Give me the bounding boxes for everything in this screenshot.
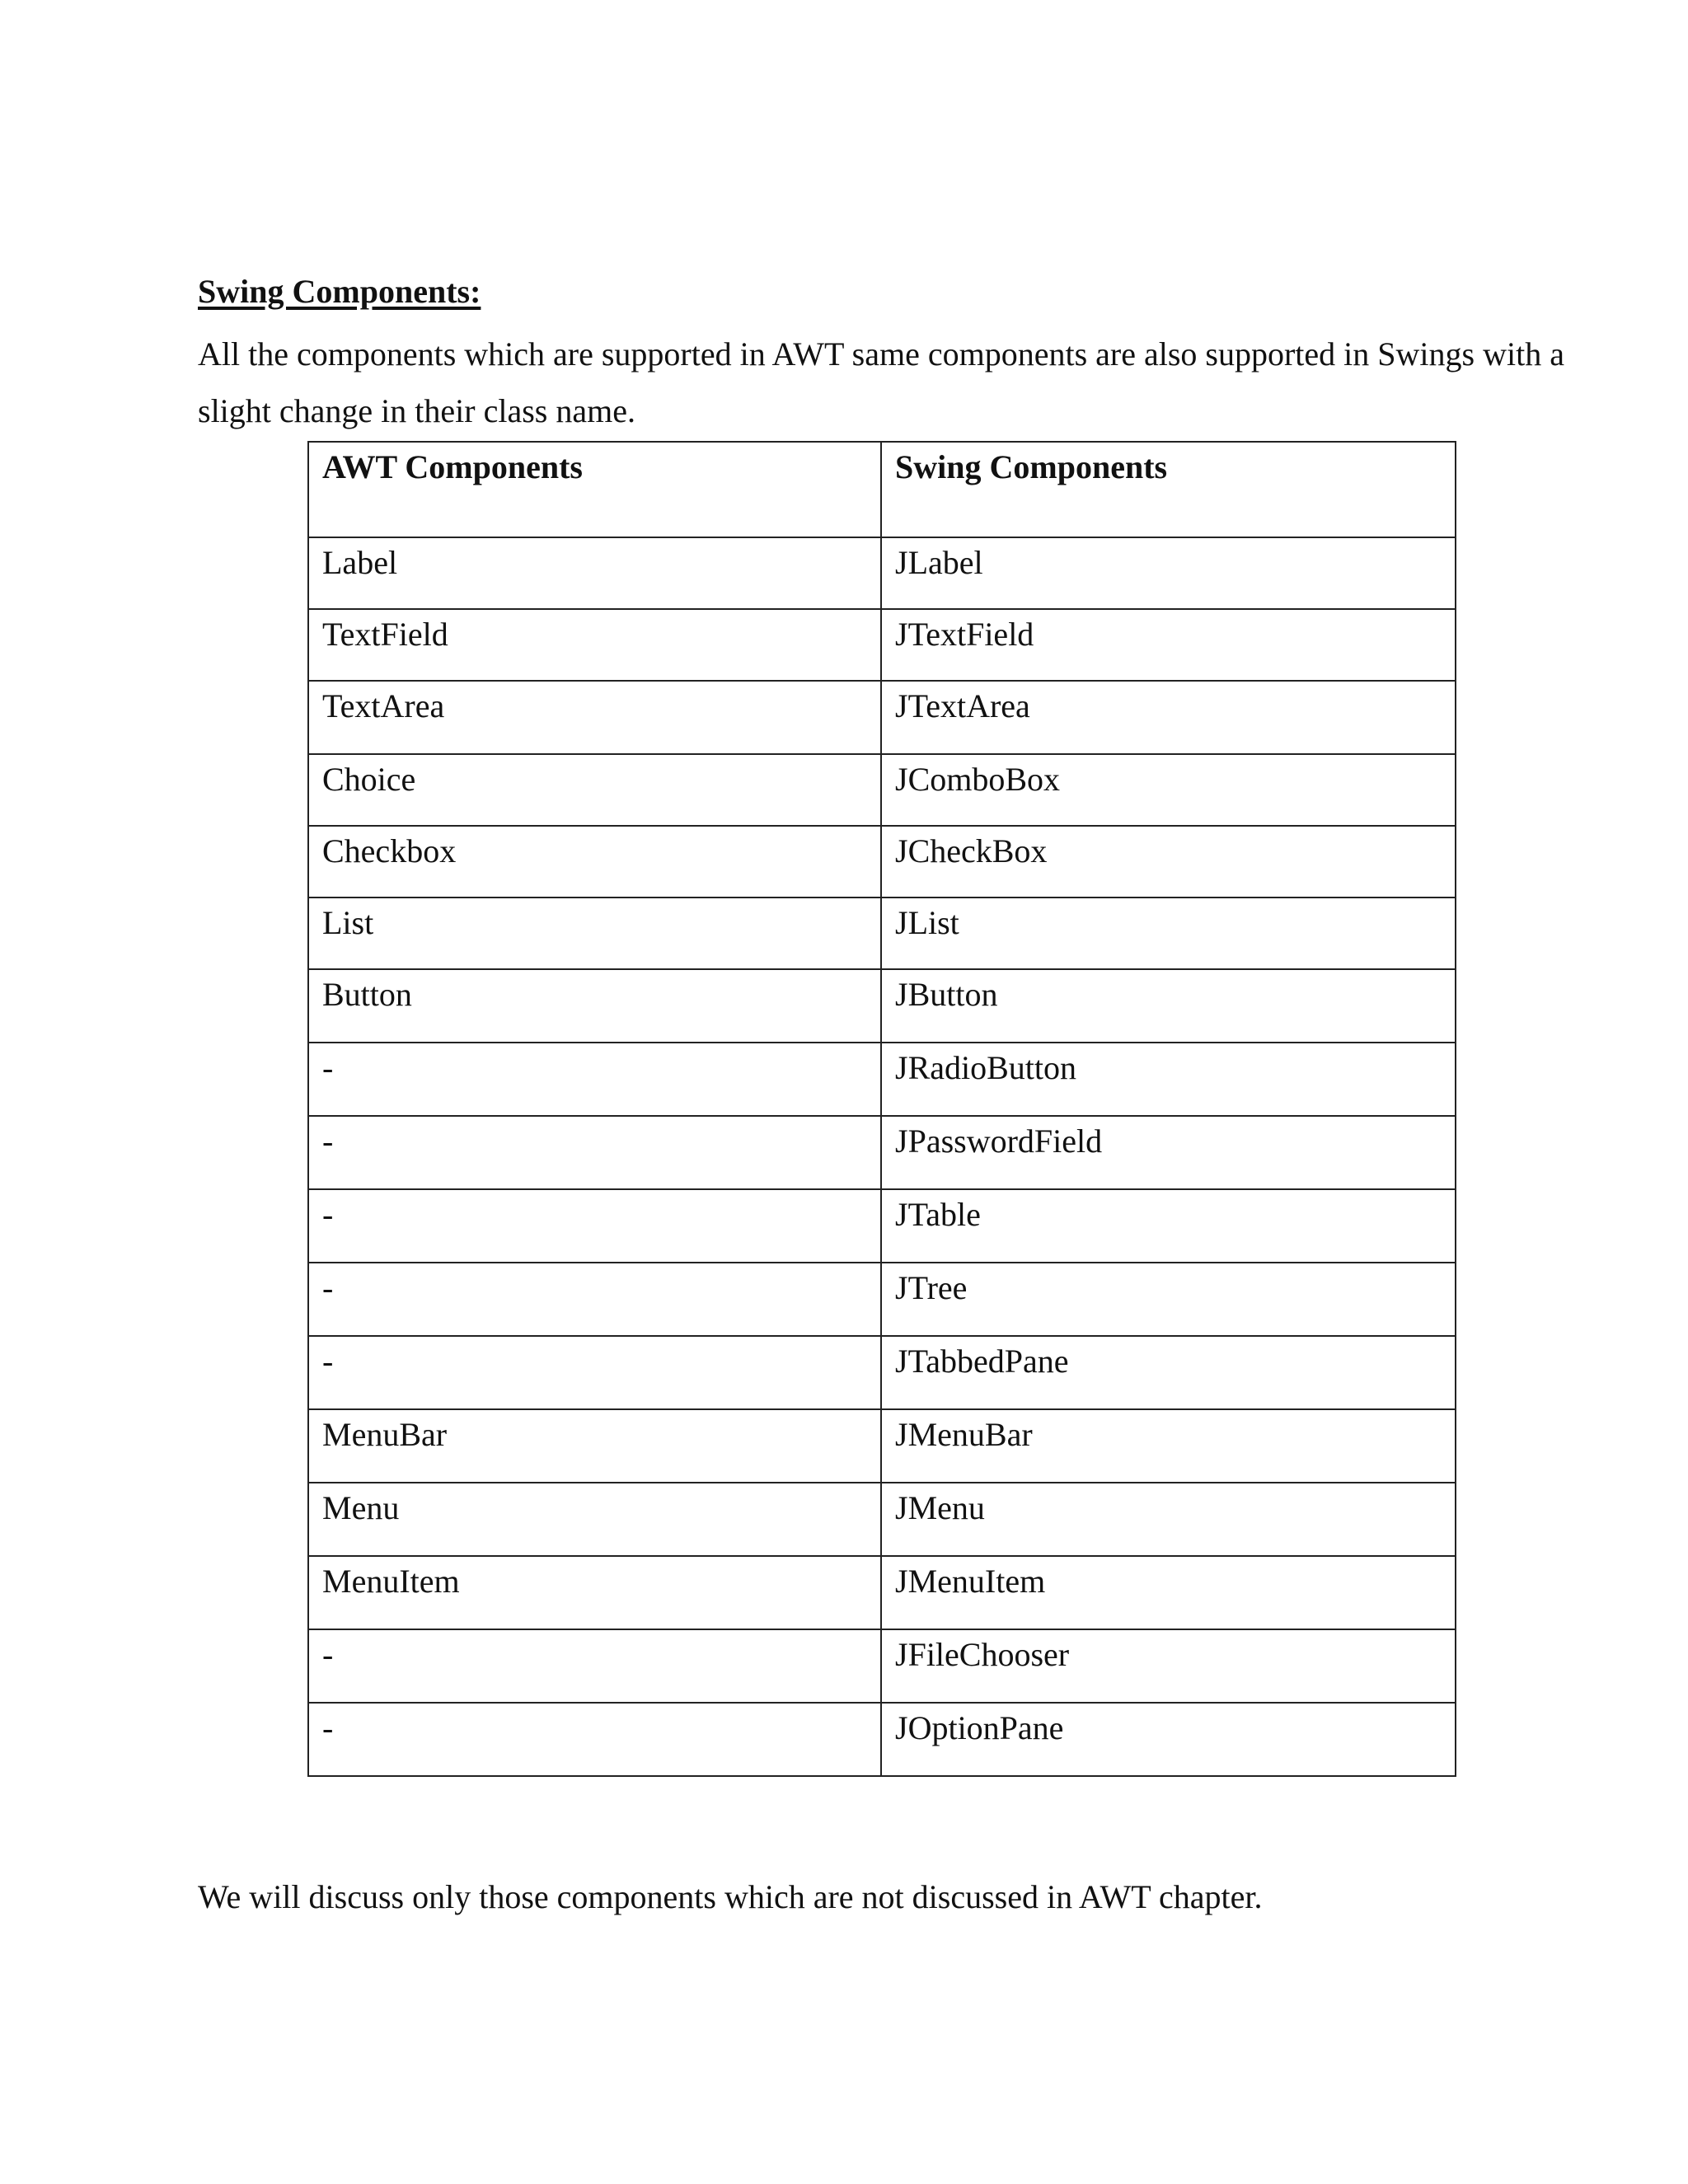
intro-paragraph: All the components which are supported in AWT same components are also supported in Swings with a slight change in their class name. xyxy=(198,335,1564,429)
swing-cell: JTextArea xyxy=(881,681,1456,754)
table-header-row xyxy=(308,442,1456,537)
awt-cell: Checkbox xyxy=(308,826,881,898)
table-row xyxy=(308,609,1456,681)
table-row xyxy=(308,754,1456,826)
awt-cell: - xyxy=(308,1189,881,1263)
awt-cell: - xyxy=(308,1629,881,1703)
awt-cell: Menu xyxy=(308,1483,881,1556)
awt-cell: - xyxy=(308,1263,881,1336)
closing-paragraph: We will discuss only those components which are not discussed in AWT chapter. xyxy=(198,1878,1263,1915)
swing-cell: JMenuItem xyxy=(881,1556,1456,1629)
table-row xyxy=(308,1043,1456,1116)
table-row xyxy=(308,898,1456,969)
swing-cell: JLabel xyxy=(881,537,1456,609)
table-row xyxy=(308,826,1456,898)
header-swing-components: Swing Components xyxy=(881,442,1456,537)
table-row xyxy=(308,1116,1456,1189)
table-row xyxy=(308,1629,1456,1703)
awt-cell: Label xyxy=(308,537,881,609)
components-table xyxy=(307,441,1456,1777)
swing-cell: JMenuBar xyxy=(881,1409,1456,1483)
awt-cell: List xyxy=(308,898,881,969)
table-row xyxy=(308,537,1456,609)
swing-cell: JFileChooser xyxy=(881,1629,1456,1703)
table-row xyxy=(308,1556,1456,1629)
swing-cell: JMenu xyxy=(881,1483,1456,1556)
swing-cell: JComboBox xyxy=(881,754,1456,826)
awt-cell: Button xyxy=(308,969,881,1043)
awt-cell: - xyxy=(308,1703,881,1776)
header-awt-components: AWT Components xyxy=(308,442,881,537)
awt-cell: MenuItem xyxy=(308,1556,881,1629)
swing-cell: JRadioButton xyxy=(881,1043,1456,1116)
swing-cell: JTree xyxy=(881,1263,1456,1336)
awt-cell: TextArea xyxy=(308,681,881,754)
swing-cell: JList xyxy=(881,898,1456,969)
swing-cell: JButton xyxy=(881,969,1456,1043)
section-heading: Swing Components: xyxy=(198,273,481,310)
table-row xyxy=(308,1409,1456,1483)
awt-cell: MenuBar xyxy=(308,1409,881,1483)
awt-cell: - xyxy=(308,1336,881,1409)
swing-cell: JTextField xyxy=(881,609,1456,681)
awt-cell: TextField xyxy=(308,609,881,681)
swing-cell: JPasswordField xyxy=(881,1116,1456,1189)
table-row xyxy=(308,1336,1456,1409)
table-row xyxy=(308,1483,1456,1556)
swing-cell: JOptionPane xyxy=(881,1703,1456,1776)
table-row xyxy=(308,1189,1456,1263)
table-row xyxy=(308,1263,1456,1336)
swing-cell: JTable xyxy=(881,1189,1456,1263)
table-row xyxy=(308,1703,1456,1776)
awt-cell: Choice xyxy=(308,754,881,826)
swing-cell: JCheckBox xyxy=(881,826,1456,898)
awt-cell: - xyxy=(308,1043,881,1116)
table-row xyxy=(308,681,1456,754)
swing-cell: JTabbedPane xyxy=(881,1336,1456,1409)
table-row xyxy=(308,969,1456,1043)
awt-cell: - xyxy=(308,1116,881,1189)
